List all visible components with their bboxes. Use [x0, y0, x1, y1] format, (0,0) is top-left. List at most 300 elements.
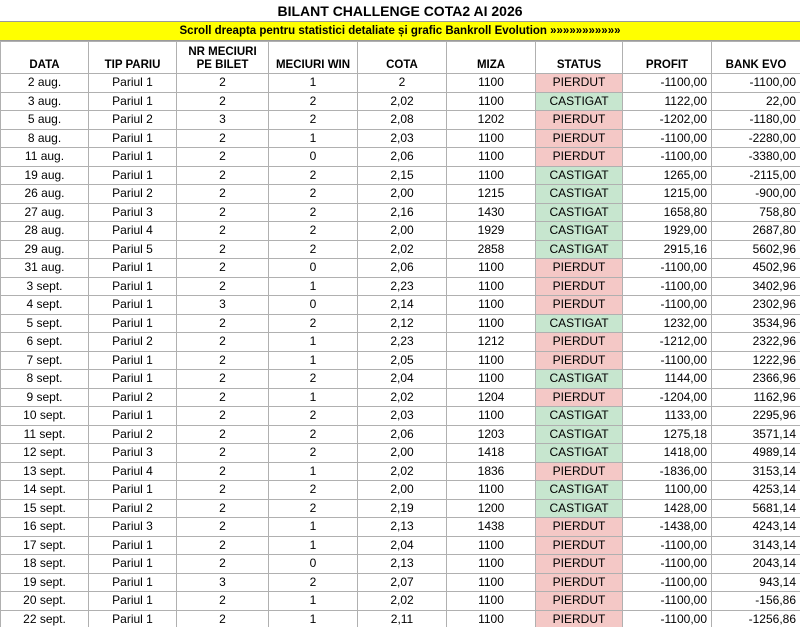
cell-cota[interactable]: 2,23: [358, 333, 447, 352]
cell-tip[interactable]: Pariul 1: [89, 74, 177, 93]
cell-status-badge[interactable]: PIERDUT: [536, 388, 623, 407]
cell-win[interactable]: 1: [269, 462, 358, 481]
cell-nr[interactable]: 2: [177, 277, 269, 296]
cell-bank[interactable]: 2366,96: [712, 370, 800, 389]
cell-bank[interactable]: 1222,96: [712, 351, 800, 370]
cell-nr[interactable]: 2: [177, 499, 269, 518]
cell-tip[interactable]: Pariul 1: [89, 351, 177, 370]
cell-cota[interactable]: 2,16: [358, 203, 447, 222]
cell-win[interactable]: 0: [269, 259, 358, 278]
cell-miza[interactable]: 1100: [447, 314, 536, 333]
cell-data[interactable]: 31 aug.: [1, 259, 89, 278]
cell-nr[interactable]: 2: [177, 92, 269, 111]
cell-tip[interactable]: Pariul 1: [89, 610, 177, 627]
cell-bank[interactable]: -2115,00: [712, 166, 800, 185]
cell-nr[interactable]: 2: [177, 314, 269, 333]
cell-cota[interactable]: 2,11: [358, 610, 447, 627]
cell-profit[interactable]: 1658,80: [623, 203, 712, 222]
cell-nr[interactable]: 2: [177, 610, 269, 627]
cell-data[interactable]: 5 sept.: [1, 314, 89, 333]
cell-cota[interactable]: 2,05: [358, 351, 447, 370]
cell-data[interactable]: 14 sept.: [1, 481, 89, 500]
cell-profit[interactable]: -1100,00: [623, 296, 712, 315]
cell-win[interactable]: 0: [269, 148, 358, 167]
cell-nr[interactable]: 2: [177, 444, 269, 463]
cell-data[interactable]: 4 sept.: [1, 296, 89, 315]
cell-cota[interactable]: 2,15: [358, 166, 447, 185]
cell-win[interactable]: 2: [269, 185, 358, 204]
cell-profit[interactable]: -1100,00: [623, 259, 712, 278]
cell-nr[interactable]: 2: [177, 481, 269, 500]
table-row: [1, 277, 800, 296]
cell-profit[interactable]: -1100,00: [623, 573, 712, 592]
cell-status-badge[interactable]: PIERDUT: [536, 573, 623, 592]
cell-nr[interactable]: 2: [177, 129, 269, 148]
cell-profit[interactable]: 1265,00: [623, 166, 712, 185]
cell-data[interactable]: 8 sept.: [1, 370, 89, 389]
cell-bank[interactable]: 943,14: [712, 573, 800, 592]
cell-miza[interactable]: 1100: [447, 148, 536, 167]
cell-nr[interactable]: 2: [177, 407, 269, 426]
cell-bank[interactable]: 2302,96: [712, 296, 800, 315]
cell-bank[interactable]: 3571,14: [712, 425, 800, 444]
column-header-profit[interactable]: PROFIT: [623, 42, 712, 74]
cell-miza[interactable]: 1100: [447, 351, 536, 370]
cell-bank[interactable]: 3153,14: [712, 462, 800, 481]
cell-status-badge[interactable]: CASTIGAT: [536, 222, 623, 241]
cell-data[interactable]: 2 aug.: [1, 74, 89, 93]
cell-profit[interactable]: -1100,00: [623, 351, 712, 370]
cell-status-badge[interactable]: CASTIGAT: [536, 185, 623, 204]
cell-miza[interactable]: 1203: [447, 425, 536, 444]
cell-miza[interactable]: 1100: [447, 92, 536, 111]
cell-status-badge[interactable]: PIERDUT: [536, 351, 623, 370]
cell-status-badge[interactable]: CASTIGAT: [536, 92, 623, 111]
cell-tip[interactable]: Pariul 1: [89, 407, 177, 426]
cell-miza[interactable]: 1430: [447, 203, 536, 222]
cell-miza[interactable]: 1202: [447, 111, 536, 130]
cell-win[interactable]: 1: [269, 277, 358, 296]
cell-profit[interactable]: -1100,00: [623, 74, 712, 93]
cell-cota[interactable]: 2,14: [358, 296, 447, 315]
cell-nr[interactable]: 2: [177, 222, 269, 241]
cell-status-badge[interactable]: CASTIGAT: [536, 240, 623, 259]
cell-data[interactable]: 9 sept.: [1, 388, 89, 407]
cell-data[interactable]: 17 sept.: [1, 536, 89, 555]
table-row: [1, 499, 800, 518]
cell-tip[interactable]: Pariul 2: [89, 185, 177, 204]
cell-cota[interactable]: 2,04: [358, 370, 447, 389]
cell-miza[interactable]: 1418: [447, 444, 536, 463]
cell-tip[interactable]: Pariul 3: [89, 518, 177, 537]
cell-cota[interactable]: 2,12: [358, 314, 447, 333]
cell-miza[interactable]: 1836: [447, 462, 536, 481]
cell-bank[interactable]: -3380,00: [712, 148, 800, 167]
cell-status-badge[interactable]: CASTIGAT: [536, 444, 623, 463]
cell-status-badge[interactable]: PIERDUT: [536, 610, 623, 627]
cell-miza[interactable]: 1929: [447, 222, 536, 241]
cell-nr[interactable]: 3: [177, 111, 269, 130]
cell-tip[interactable]: Pariul 1: [89, 259, 177, 278]
cell-bank[interactable]: -1256,86: [712, 610, 800, 627]
cell-miza[interactable]: 1100: [447, 592, 536, 611]
cell-status-badge[interactable]: PIERDUT: [536, 462, 623, 481]
cell-win[interactable]: 0: [269, 296, 358, 315]
cell-nr[interactable]: 2: [177, 259, 269, 278]
cell-nr[interactable]: 2: [177, 333, 269, 352]
cell-cota[interactable]: 2,06: [358, 425, 447, 444]
cell-tip[interactable]: Pariul 1: [89, 129, 177, 148]
cell-miza[interactable]: 1100: [447, 129, 536, 148]
cell-bank[interactable]: 758,80: [712, 203, 800, 222]
cell-profit[interactable]: 1929,00: [623, 222, 712, 241]
table-row: [1, 573, 800, 592]
cell-profit[interactable]: -1100,00: [623, 277, 712, 296]
cell-data[interactable]: 27 aug.: [1, 203, 89, 222]
cell-status-badge[interactable]: CASTIGAT: [536, 166, 623, 185]
cell-profit[interactable]: 1232,00: [623, 314, 712, 333]
table-row: [1, 388, 800, 407]
column-header-status[interactable]: STATUS: [536, 42, 623, 74]
cell-status-badge[interactable]: PIERDUT: [536, 74, 623, 93]
cell-nr[interactable]: 2: [177, 462, 269, 481]
cell-tip[interactable]: Pariul 1: [89, 314, 177, 333]
cell-tip[interactable]: Pariul 1: [89, 166, 177, 185]
cell-data[interactable]: 16 sept.: [1, 518, 89, 537]
cell-status-badge[interactable]: CASTIGAT: [536, 425, 623, 444]
cell-miza[interactable]: 1100: [447, 536, 536, 555]
cell-data[interactable]: 7 sept.: [1, 351, 89, 370]
cell-cota[interactable]: 2: [358, 74, 447, 93]
cell-miza[interactable]: 1204: [447, 388, 536, 407]
cell-status-badge[interactable]: CASTIGAT: [536, 499, 623, 518]
cell-data[interactable]: 10 sept.: [1, 407, 89, 426]
cell-miza[interactable]: 1100: [447, 259, 536, 278]
cell-cota[interactable]: 2,08: [358, 111, 447, 130]
cell-miza[interactable]: 1100: [447, 573, 536, 592]
scroll-hint-banner: Scroll dreapta pentru statistici detaliate și grafic Bankroll Evolution »»»»»»»»»»»: [0, 22, 800, 41]
cell-cota[interactable]: 2,13: [358, 518, 447, 537]
cell-win[interactable]: 2: [269, 92, 358, 111]
cell-bank[interactable]: 2322,96: [712, 333, 800, 352]
cell-profit[interactable]: -1100,00: [623, 129, 712, 148]
cell-bank[interactable]: 22,00: [712, 92, 800, 111]
cell-profit[interactable]: 2915,16: [623, 240, 712, 259]
cell-profit[interactable]: -1100,00: [623, 555, 712, 574]
cell-bank[interactable]: -1100,00: [712, 74, 800, 93]
cell-cota[interactable]: 2,02: [358, 92, 447, 111]
cell-tip[interactable]: Pariul 2: [89, 425, 177, 444]
cell-win[interactable]: 1: [269, 333, 358, 352]
cell-tip[interactable]: Pariul 4: [89, 462, 177, 481]
cell-bank[interactable]: -1180,00: [712, 111, 800, 130]
cell-miza[interactable]: 1100: [447, 166, 536, 185]
cell-cota[interactable]: 2,03: [358, 407, 447, 426]
cell-miza[interactable]: 1200: [447, 499, 536, 518]
cell-cota[interactable]: 2,00: [358, 222, 447, 241]
cell-nr[interactable]: 2: [177, 148, 269, 167]
cell-win[interactable]: 1: [269, 536, 358, 555]
cell-data[interactable]: 3 sept.: [1, 277, 89, 296]
cell-status-badge[interactable]: PIERDUT: [536, 277, 623, 296]
cell-win[interactable]: 2: [269, 222, 358, 241]
cell-status-badge[interactable]: CASTIGAT: [536, 314, 623, 333]
cell-bank[interactable]: 2687,80: [712, 222, 800, 241]
cell-bank[interactable]: 4502,96: [712, 259, 800, 278]
cell-nr[interactable]: 2: [177, 166, 269, 185]
cell-data[interactable]: 5 aug.: [1, 111, 89, 130]
cell-win[interactable]: 2: [269, 444, 358, 463]
table-row: [1, 148, 800, 167]
cell-win[interactable]: 2: [269, 481, 358, 500]
cell-win[interactable]: 1: [269, 388, 358, 407]
cell-profit[interactable]: 1275,18: [623, 425, 712, 444]
cell-win[interactable]: 2: [269, 166, 358, 185]
cell-nr[interactable]: 2: [177, 370, 269, 389]
cell-tip[interactable]: Pariul 2: [89, 388, 177, 407]
cell-win[interactable]: 1: [269, 518, 358, 537]
cell-status-badge[interactable]: PIERDUT: [536, 296, 623, 315]
cell-cota[interactable]: 2,23: [358, 277, 447, 296]
cell-win[interactable]: 2: [269, 314, 358, 333]
cell-data[interactable]: 13 sept.: [1, 462, 89, 481]
cell-bank[interactable]: 5681,14: [712, 499, 800, 518]
cell-status-badge[interactable]: PIERDUT: [536, 129, 623, 148]
cell-win[interactable]: 2: [269, 407, 358, 426]
cell-data[interactable]: 29 aug.: [1, 240, 89, 259]
cell-tip[interactable]: Pariul 1: [89, 481, 177, 500]
cell-status-badge[interactable]: CASTIGAT: [536, 370, 623, 389]
cell-miza[interactable]: 1100: [447, 407, 536, 426]
cell-data[interactable]: 15 sept.: [1, 499, 89, 518]
cell-nr[interactable]: 2: [177, 185, 269, 204]
cell-nr[interactable]: 2: [177, 74, 269, 93]
cell-status-badge[interactable]: PIERDUT: [536, 555, 623, 574]
cell-bank[interactable]: 3402,96: [712, 277, 800, 296]
cell-profit[interactable]: 1428,00: [623, 499, 712, 518]
cell-bank[interactable]: 4989,14: [712, 444, 800, 463]
cell-tip[interactable]: Pariul 2: [89, 111, 177, 130]
cell-bank[interactable]: -156,86: [712, 592, 800, 611]
cell-status-badge[interactable]: PIERDUT: [536, 111, 623, 130]
cell-tip[interactable]: Pariul 1: [89, 92, 177, 111]
cell-bank[interactable]: 3534,96: [712, 314, 800, 333]
cell-miza[interactable]: 1100: [447, 74, 536, 93]
cell-win[interactable]: 2: [269, 425, 358, 444]
cell-cota[interactable]: 2,02: [358, 592, 447, 611]
cell-win[interactable]: 2: [269, 573, 358, 592]
cell-profit[interactable]: -1100,00: [623, 610, 712, 627]
cell-cota[interactable]: 2,00: [358, 444, 447, 463]
cell-profit[interactable]: -1100,00: [623, 536, 712, 555]
cell-bank[interactable]: 2295,96: [712, 407, 800, 426]
table-body: [1, 74, 800, 627]
cell-status-badge[interactable]: CASTIGAT: [536, 481, 623, 500]
cell-cota[interactable]: 2,19: [358, 499, 447, 518]
cell-status-badge[interactable]: PIERDUT: [536, 518, 623, 537]
cell-tip[interactable]: Pariul 5: [89, 240, 177, 259]
cell-nr[interactable]: 2: [177, 240, 269, 259]
cell-tip[interactable]: Pariul 1: [89, 573, 177, 592]
cell-profit[interactable]: -1204,00: [623, 388, 712, 407]
cell-data[interactable]: 22 sept.: [1, 610, 89, 627]
cell-cota[interactable]: 2,04: [358, 536, 447, 555]
cell-nr[interactable]: 2: [177, 592, 269, 611]
cell-cota[interactable]: 2,06: [358, 259, 447, 278]
cell-status-badge[interactable]: PIERDUT: [536, 259, 623, 278]
cell-tip[interactable]: Pariul 3: [89, 203, 177, 222]
cell-tip[interactable]: Pariul 1: [89, 277, 177, 296]
cell-miza[interactable]: 1100: [447, 370, 536, 389]
sheet-title: BILANT CHALLENGE COTA2 AI 2026: [0, 0, 800, 22]
cell-status-badge[interactable]: CASTIGAT: [536, 407, 623, 426]
cell-win[interactable]: 1: [269, 592, 358, 611]
cell-win[interactable]: 2: [269, 203, 358, 222]
cell-win[interactable]: 2: [269, 240, 358, 259]
cell-cota[interactable]: 2,00: [358, 481, 447, 500]
table-row: [1, 259, 800, 278]
cell-profit[interactable]: -1202,00: [623, 111, 712, 130]
cell-tip[interactable]: Pariul 1: [89, 555, 177, 574]
cell-tip[interactable]: Pariul 2: [89, 333, 177, 352]
column-header-data[interactable]: DATA: [1, 42, 89, 74]
table-row: [1, 351, 800, 370]
column-header-miza[interactable]: MIZA: [447, 42, 536, 74]
cell-profit[interactable]: -1836,00: [623, 462, 712, 481]
cell-tip[interactable]: Pariul 3: [89, 444, 177, 463]
table-row: [1, 166, 800, 185]
cell-miza[interactable]: 1100: [447, 610, 536, 627]
cell-tip[interactable]: Pariul 1: [89, 370, 177, 389]
cell-profit[interactable]: 1133,00: [623, 407, 712, 426]
cell-bank[interactable]: 1162,96: [712, 388, 800, 407]
cell-bank[interactable]: -2280,00: [712, 129, 800, 148]
cell-data[interactable]: 8 aug.: [1, 129, 89, 148]
cell-data[interactable]: 12 sept.: [1, 444, 89, 463]
cell-status-badge[interactable]: PIERDUT: [536, 536, 623, 555]
cell-bank[interactable]: 4253,14: [712, 481, 800, 500]
cell-status-badge[interactable]: PIERDUT: [536, 592, 623, 611]
table-row: [1, 240, 800, 259]
cell-miza[interactable]: 1438: [447, 518, 536, 537]
cell-bank[interactable]: 4243,14: [712, 518, 800, 537]
cell-data[interactable]: 28 aug.: [1, 222, 89, 241]
bets-table: [0, 41, 800, 627]
table-row: [1, 407, 800, 426]
cell-nr[interactable]: 2: [177, 425, 269, 444]
column-header-bank[interactable]: BANK EVO: [712, 42, 800, 74]
cell-nr[interactable]: 2: [177, 518, 269, 537]
cell-cota[interactable]: 2,06: [358, 148, 447, 167]
column-header-win[interactable]: MECIURI WIN: [269, 42, 358, 74]
table-row: [1, 536, 800, 555]
cell-bank[interactable]: -900,00: [712, 185, 800, 204]
cell-nr[interactable]: 2: [177, 203, 269, 222]
cell-profit[interactable]: -1438,00: [623, 518, 712, 537]
cell-data[interactable]: 3 aug.: [1, 92, 89, 111]
cell-win[interactable]: 1: [269, 610, 358, 627]
cell-nr[interactable]: 2: [177, 351, 269, 370]
cell-miza[interactable]: 1215: [447, 185, 536, 204]
cell-win[interactable]: 0: [269, 555, 358, 574]
cell-status-badge[interactable]: PIERDUT: [536, 148, 623, 167]
cell-profit[interactable]: -1100,00: [623, 148, 712, 167]
cell-data[interactable]: 11 sept.: [1, 425, 89, 444]
cell-profit[interactable]: 1215,00: [623, 185, 712, 204]
cell-tip[interactable]: Pariul 4: [89, 222, 177, 241]
cell-data[interactable]: 19 sept.: [1, 573, 89, 592]
cell-nr[interactable]: 2: [177, 388, 269, 407]
cell-profit[interactable]: -1100,00: [623, 592, 712, 611]
cell-tip[interactable]: Pariul 1: [89, 148, 177, 167]
cell-tip[interactable]: Pariul 1: [89, 592, 177, 611]
cell-cota[interactable]: 2,02: [358, 462, 447, 481]
cell-nr[interactable]: 3: [177, 296, 269, 315]
cell-win[interactable]: 1: [269, 74, 358, 93]
table-row: [1, 185, 800, 204]
cell-data[interactable]: 18 sept.: [1, 555, 89, 574]
cell-miza[interactable]: 2858: [447, 240, 536, 259]
cell-profit[interactable]: -1212,00: [623, 333, 712, 352]
cell-miza[interactable]: 1100: [447, 481, 536, 500]
table-row: [1, 296, 800, 315]
cell-cota[interactable]: 2,07: [358, 573, 447, 592]
cell-bank[interactable]: 2043,14: [712, 555, 800, 574]
cell-profit[interactable]: 1144,00: [623, 370, 712, 389]
cell-win[interactable]: 2: [269, 499, 358, 518]
cell-data[interactable]: 11 aug.: [1, 148, 89, 167]
cell-profit[interactable]: 1100,00: [623, 481, 712, 500]
cell-win[interactable]: 2: [269, 370, 358, 389]
cell-cota[interactable]: 2,02: [358, 388, 447, 407]
table-row: [1, 203, 800, 222]
cell-data[interactable]: 6 sept.: [1, 333, 89, 352]
cell-cota[interactable]: 2,00: [358, 185, 447, 204]
column-header-nr[interactable]: NR MECIURI PE BILET: [177, 42, 269, 74]
cell-miza[interactable]: 1100: [447, 277, 536, 296]
cell-tip[interactable]: Pariul 1: [89, 536, 177, 555]
table-row: [1, 592, 800, 611]
cell-miza[interactable]: 1212: [447, 333, 536, 352]
cell-status-badge[interactable]: PIERDUT: [536, 333, 623, 352]
cell-profit[interactable]: 1418,00: [623, 444, 712, 463]
table-row: [1, 481, 800, 500]
cell-profit[interactable]: 1122,00: [623, 92, 712, 111]
cell-status-badge[interactable]: CASTIGAT: [536, 203, 623, 222]
table-row: [1, 314, 800, 333]
cell-cota[interactable]: 2,02: [358, 240, 447, 259]
cell-cota[interactable]: 2,13: [358, 555, 447, 574]
cell-nr[interactable]: 2: [177, 536, 269, 555]
cell-cota[interactable]: 2,03: [358, 129, 447, 148]
cell-tip[interactable]: Pariul 2: [89, 499, 177, 518]
cell-win[interactable]: 1: [269, 129, 358, 148]
cell-data[interactable]: 26 aug.: [1, 185, 89, 204]
cell-win[interactable]: 1: [269, 351, 358, 370]
column-header-tip[interactable]: TIP PARIU: [89, 42, 177, 74]
cell-data[interactable]: 20 sept.: [1, 592, 89, 611]
cell-nr[interactable]: 3: [177, 573, 269, 592]
cell-miza[interactable]: 1100: [447, 296, 536, 315]
cell-bank[interactable]: 3143,14: [712, 536, 800, 555]
cell-bank[interactable]: 5602,96: [712, 240, 800, 259]
cell-win[interactable]: 2: [269, 111, 358, 130]
cell-nr[interactable]: 2: [177, 555, 269, 574]
cell-data[interactable]: 19 aug.: [1, 166, 89, 185]
cell-tip[interactable]: Pariul 1: [89, 296, 177, 315]
cell-miza[interactable]: 1100: [447, 555, 536, 574]
column-header-cota[interactable]: COTA: [358, 42, 447, 74]
